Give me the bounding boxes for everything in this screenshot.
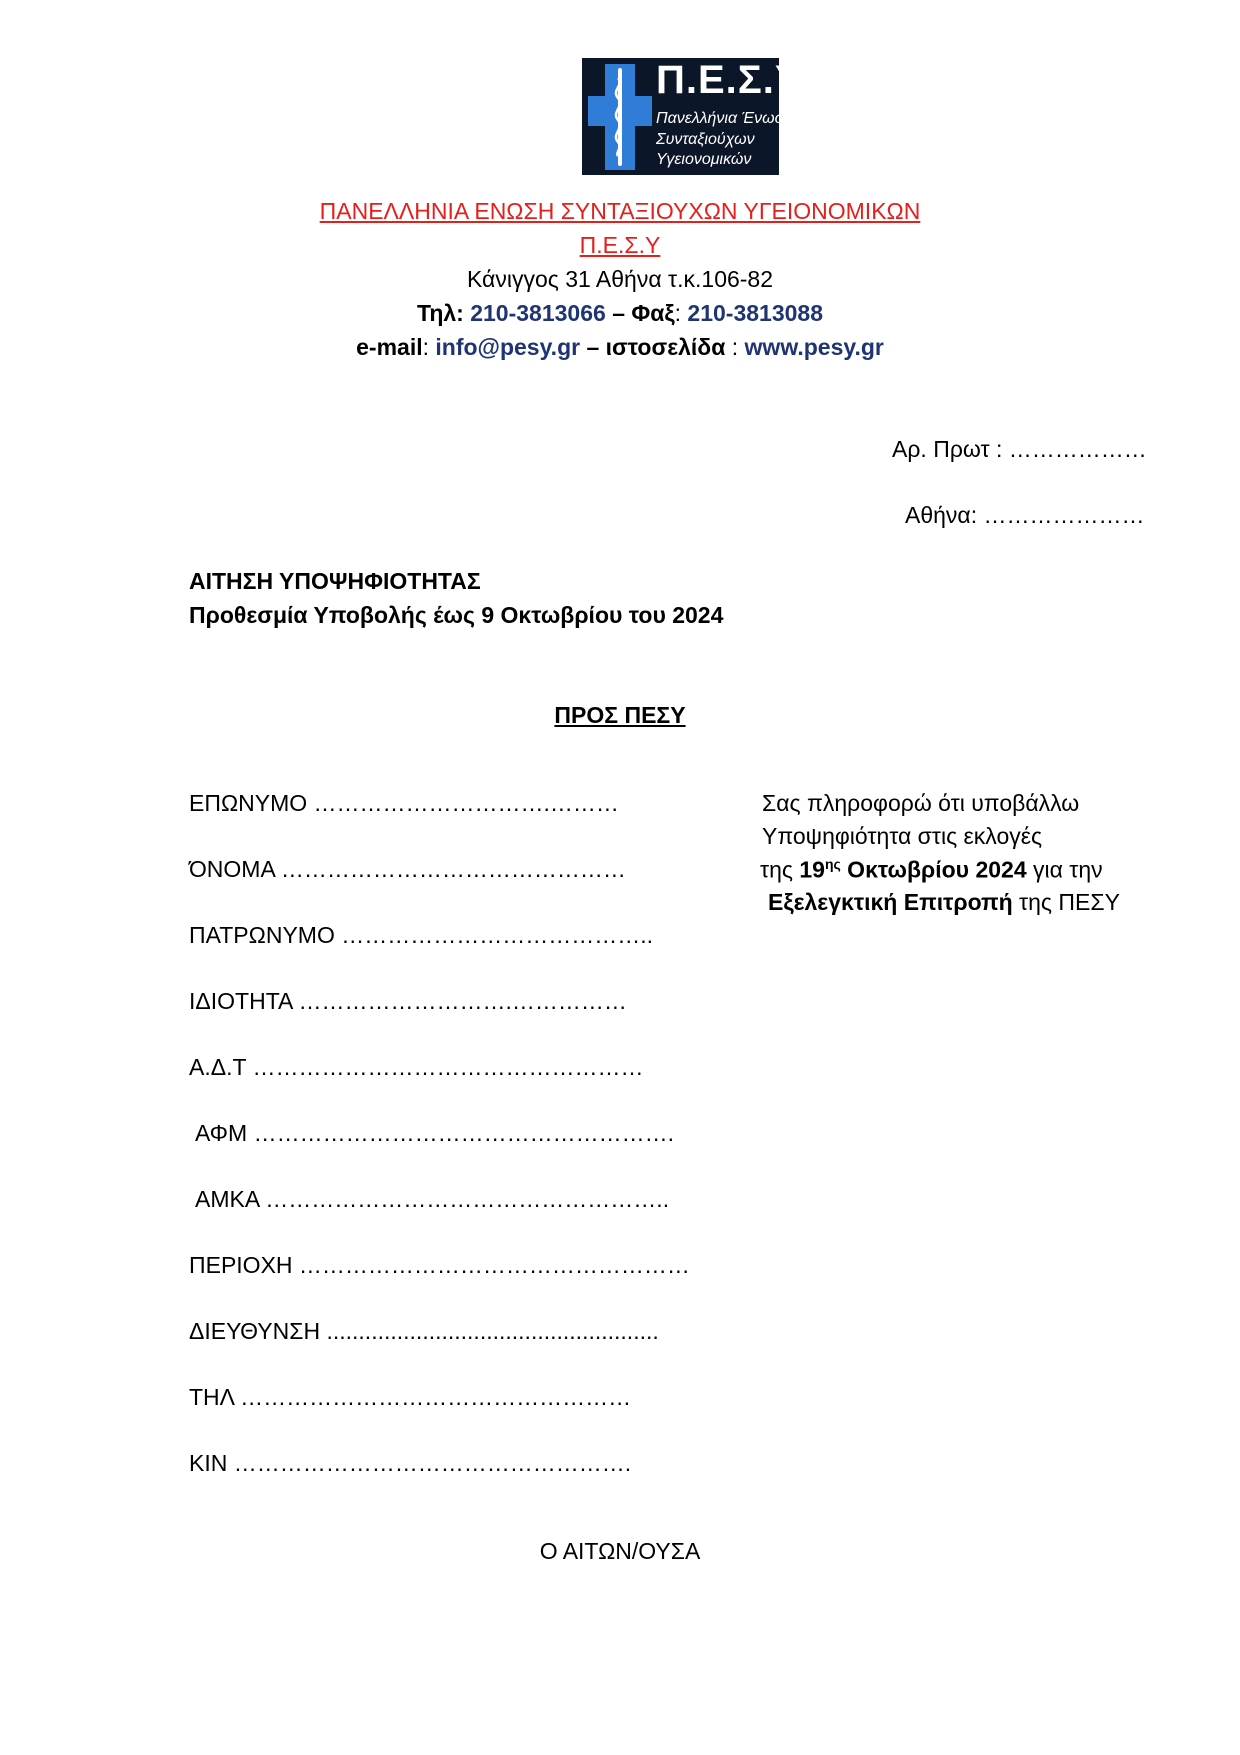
field-tel[interactable]: ΤΗΛ …………………………………………… [189,1384,632,1410]
field-amka[interactable]: ΑΜΚΑ …………………………………………….. [195,1186,670,1212]
logo-line-1: Πανελλήνια Ένωση [656,110,794,127]
committee-name: Εξελεγκτική Επιτροπή [768,889,1013,915]
logo-line-3: Υγειονομικών [656,151,752,168]
field-name[interactable]: ΌΝΟΜΑ ……………………………………… [189,856,626,882]
email-link[interactable]: info@pesy.gr [435,334,581,360]
place-date: Αθήνα: ………………… [905,502,1145,528]
contact-phone-line: Τηλ: 210-3813066 – Φαξ: 210-3813088 [416,300,823,326]
fax-label: Φαξ [631,300,675,326]
field-area[interactable]: ΠΕΡΙΟΧΗ …………………………………………… [189,1252,690,1278]
field-mobile[interactable]: ΚΙΝ ……………………………………………. [189,1450,632,1476]
web-link[interactable]: www.pesy.gr [744,334,884,360]
email-label: e-mail [356,334,423,360]
pesy-logo [582,58,811,175]
statement-line-2: Υποψηφιότητα στις εκλογές [762,823,1043,849]
statement-line-1: Σας πληροφορώ ότι υποβάλλω [762,790,1080,816]
statement-line-4 [768,889,1120,916]
application-title: ΑΙΤΗΣΗ ΥΠΟΨΗΦΙΟΤΗΤΑΣ [189,568,481,594]
statement-line-3 [760,856,1103,884]
org-address: Κάνιγγος 31 Αθήνα τ.κ.106-82 [466,266,774,292]
org-abbr: Π.Ε.Σ.Υ [579,232,661,258]
tel-number: 210-3813066 [470,300,606,326]
field-adt[interactable]: Α.Δ.Τ …………………………………………… [189,1054,644,1080]
statement-suffix: για την [1026,856,1103,883]
field-property[interactable]: ΙΔΙΟΤΗΤΑ ……………………….…………… [189,988,627,1014]
org-name: ΠΑΝΕΛΛΗΝΙΑ ΕΝΩΣΗ ΣΥΝΤΑΞΙΟΥΧΩΝ ΥΓΕΙΟΝΟΜΙΚΩΝ [319,198,921,224]
tel-label: Τηλ: [416,300,464,326]
protocol-number: Αρ. Πρωτ : ……………… [892,436,1147,462]
field-address[interactable]: ΔΙΕΥΘΥΝΣΗ .................................................... [189,1318,659,1344]
snake-icon [609,76,627,158]
logo-title: Π.Ε.Σ.Υ. [656,58,811,102]
contact-web-line: e-mail: info@pesy.gr – ιστοσελίδα : www.pesy.gr [356,334,884,360]
field-afm[interactable]: ΑΦΜ ………………………………………………. [195,1120,674,1146]
election-month: Οκτωβρίου 2024 [840,856,1027,883]
addressee: ΠΡΟΣ ΠΕΣΥ [554,702,686,728]
election-day: 19 [799,856,825,883]
fax-number: 210-3813088 [687,300,823,326]
statement-prefix: της [760,856,800,883]
day-suffix: ης [824,856,841,872]
deadline: Προθεσμία Υποβολής έως 9 Οκτωβρίου του 2024 [189,602,724,628]
web-label: ιστοσελίδα [605,334,726,360]
logo-line-2: Συνταξιούχων [656,131,755,148]
field-surname[interactable]: ΕΠΩΝΥΜΟ ………………………….……… [189,790,619,816]
statement-end: της ΠΕΣΥ [1012,889,1120,915]
dash: – [612,300,625,326]
field-father-name[interactable]: ΠΑΤΡΩΝΥΜΟ ………………………………….. [189,922,653,948]
signature-label: Ο ΑΙΤΩΝ/ΟΥΣΑ [539,1538,701,1564]
